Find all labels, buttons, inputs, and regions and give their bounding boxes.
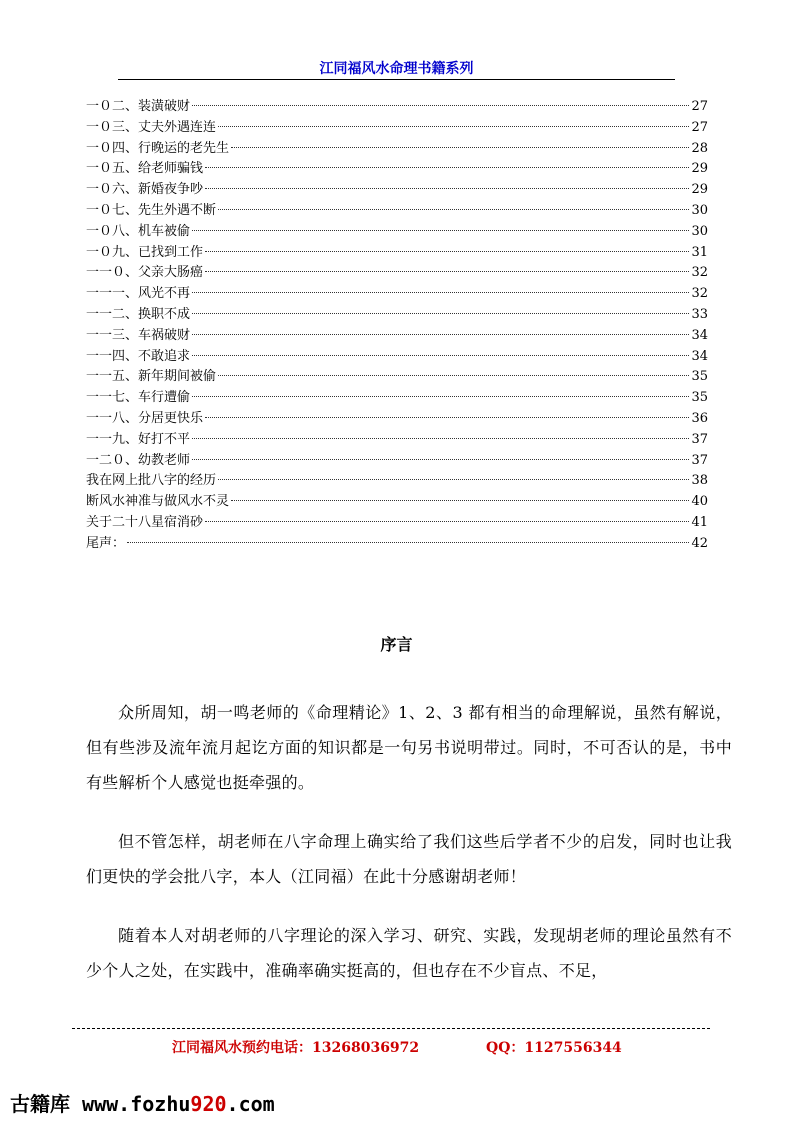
toc-entry-title: 一０三、丈夫外遇连连 — [86, 119, 217, 135]
toc-entry-title: 一一九、好打不平 — [86, 431, 191, 447]
footer-divider — [72, 1028, 710, 1029]
toc-entry-title: 一一四、不敢追求 — [86, 348, 191, 364]
toc-entry-title: 一一七、车行遭偷 — [86, 390, 191, 406]
toc-entry[interactable] — [86, 97, 708, 118]
toc-entry-page: 27 — [691, 119, 708, 135]
toc-entry[interactable] — [86, 409, 708, 430]
toc-entry-page: 29 — [691, 161, 708, 177]
toc-entry-page: 38 — [691, 473, 708, 489]
toc-entry[interactable] — [86, 263, 708, 284]
toc-dot-leader — [205, 521, 689, 522]
toc-entry-title: 一０七、先生外遇不断 — [86, 202, 217, 218]
toc-entry-page: 32 — [691, 286, 708, 302]
toc-entry-title: 一０二、装潢破财 — [86, 99, 191, 114]
watermark-highlight: 920 — [190, 1092, 227, 1116]
toc-entry[interactable] — [86, 305, 708, 326]
toc-dot-leader — [127, 542, 689, 543]
toc-dot-leader — [218, 479, 689, 480]
toc-entry-title: 一一三、车祸破财 — [86, 327, 191, 343]
toc-dot-leader — [192, 292, 689, 293]
watermark-suffix: .com — [226, 1092, 275, 1116]
toc-entry[interactable] — [86, 139, 708, 160]
toc-entry-page: 35 — [691, 390, 708, 406]
toc-dot-leader — [218, 375, 689, 376]
toc-entry-title: 一一五、新年期间被偷 — [86, 369, 217, 385]
toc-entry[interactable] — [86, 347, 708, 368]
toc-entry-title: 一一二、换职不成 — [86, 306, 191, 322]
toc-dot-leader — [192, 105, 689, 106]
header-divider — [118, 79, 675, 80]
toc-entry-page: 28 — [691, 140, 708, 156]
toc-entry[interactable] — [86, 430, 708, 451]
toc-entry[interactable] — [86, 222, 708, 243]
toc-entry-title: 一二０、幼教老师 — [86, 452, 191, 468]
footer-phone: 江同福风水预约电话：13268036972 — [172, 1040, 420, 1056]
toc-entry[interactable] — [86, 471, 708, 492]
preface-paragraph: 众所周知，胡一鸣老师的《命理精论》1、2、3 都有相当的命理解说，虽然有解说，但有些涉及流年流月起讫方面的知识都是一句另书说明带过。同时，不可否认的是，书中有些解析个人感觉也挺牵强的。 — [86, 703, 732, 792]
toc-entry[interactable] — [86, 118, 708, 139]
toc-entry-page: 29 — [691, 182, 708, 198]
toc-entry-page: 35 — [691, 369, 708, 385]
toc-entry-page: 34 — [691, 327, 708, 343]
toc-entry-title: 关于二十八星宿消砂 — [86, 514, 204, 530]
toc-entry-page: 27 — [691, 99, 708, 114]
preface-paragraph: 随着本人对胡老师的八字理论的深入学习、研究、实践，发现胡老师的理论虽然有不少个人之处，在实践中，准确率确实挺高的，但也存在不少盲点、不足， — [86, 926, 732, 980]
toc-entry[interactable] — [86, 451, 708, 472]
watermark-prefix: 古籍库 www.fozhu — [10, 1092, 191, 1116]
toc-entry-title: 一一０、父亲大肠癌 — [86, 265, 204, 281]
toc-entry-page: 37 — [691, 431, 708, 447]
toc-entry[interactable] — [86, 513, 708, 534]
toc-dot-leader — [192, 334, 689, 335]
section-title: 序言 — [380, 635, 413, 654]
toc-entry-page: 34 — [691, 348, 708, 364]
toc-entry-title: 一一一、风光不再 — [86, 286, 191, 302]
table-of-contents — [86, 97, 708, 555]
toc-entry[interactable] — [86, 201, 708, 222]
site-watermark — [10, 1088, 275, 1117]
toc-entry-page: 41 — [691, 514, 708, 530]
toc-entry-title: 尾声： — [86, 535, 126, 551]
toc-dot-leader — [205, 167, 689, 168]
toc-dot-leader — [192, 396, 689, 397]
toc-entry-page: 30 — [691, 223, 708, 239]
toc-entry-page: 42 — [691, 535, 708, 551]
toc-entry-title: 我在网上批八字的经历 — [86, 473, 217, 489]
toc-dot-leader — [192, 313, 689, 314]
toc-dot-leader — [205, 188, 689, 189]
toc-entry-page: 30 — [691, 202, 708, 218]
toc-dot-leader — [192, 355, 689, 356]
toc-entry[interactable] — [86, 180, 708, 201]
toc-entry[interactable] — [86, 326, 708, 347]
toc-entry-title: 一０六、新婚夜争吵 — [86, 182, 204, 198]
toc-dot-leader — [231, 500, 689, 501]
toc-entry[interactable] — [86, 534, 708, 555]
toc-entry-page: 40 — [691, 494, 708, 510]
toc-dot-leader — [218, 126, 689, 127]
toc-dot-leader — [205, 417, 689, 418]
toc-entry[interactable] — [86, 492, 708, 513]
toc-dot-leader — [205, 251, 689, 252]
toc-entry[interactable] — [86, 388, 708, 409]
toc-entry-title: 一一八、分居更快乐 — [86, 410, 204, 426]
preface-body — [86, 695, 732, 1012]
toc-entry-page: 32 — [691, 265, 708, 281]
toc-entry-title: 一０九、已找到工作 — [86, 244, 204, 260]
footer-qq: QQ：1127556344 — [486, 1040, 622, 1056]
toc-entry-page: 31 — [691, 244, 708, 260]
preface-paragraph: 但不管怎样，胡老师在八字命理上确实给了我们这些后学者不少的启发，同时也让我们更快的学会批八字，本人（江同福）在此十分感谢胡老师！ — [86, 832, 732, 886]
toc-entry-page: 36 — [691, 410, 708, 426]
header-title: 江同福风水命理书籍系列 — [319, 61, 474, 77]
toc-entry[interactable] — [86, 367, 708, 388]
toc-entry-title: 一０五、给老师骗钱 — [86, 161, 204, 177]
toc-entry-title: 一０四、行晚运的老先生 — [86, 140, 230, 156]
toc-entry[interactable] — [86, 159, 708, 180]
toc-entry[interactable] — [86, 243, 708, 264]
toc-dot-leader — [192, 438, 689, 439]
toc-dot-leader — [192, 230, 689, 231]
toc-entry-title: 一０八、机车被偷 — [86, 223, 191, 239]
toc-entry[interactable] — [86, 284, 708, 305]
toc-dot-leader — [218, 209, 689, 210]
toc-dot-leader — [192, 459, 689, 460]
toc-dot-leader — [231, 147, 689, 148]
toc-entry-page: 37 — [691, 452, 708, 468]
toc-entry-title: 断风水神准与做风水不灵 — [86, 494, 230, 510]
toc-entry-page: 33 — [691, 306, 708, 322]
toc-dot-leader — [205, 271, 689, 272]
